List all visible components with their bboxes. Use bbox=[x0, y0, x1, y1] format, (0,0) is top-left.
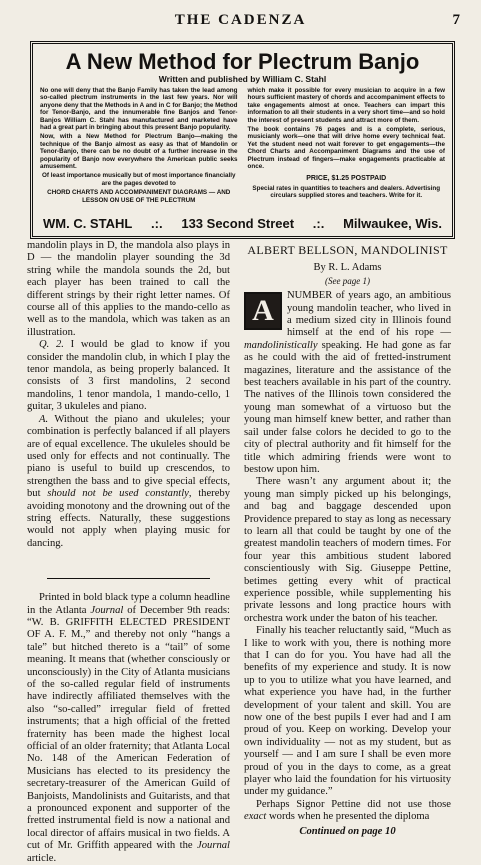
answer-text: Without the piano and ukuleles; your combination is perfectly balanced if all players are of equal excellence. The ukuleles should be used only for effects and not continually. The piano is useful to build up crescendos, to strengthen the bass and to give special effects, but bbox=[27, 413, 230, 500]
article-title: ALBERT BELLSON, MANDOLINIST bbox=[247, 243, 448, 257]
article-byline: By R. L. Adams bbox=[313, 262, 382, 274]
ad-city: Milwaukee, Wis. bbox=[343, 215, 442, 231]
question-paragraph bbox=[27, 339, 230, 413]
article-paragraph bbox=[244, 799, 451, 824]
question-label: Q. 2. bbox=[39, 339, 64, 351]
ad-paragraph: Of least importance musically but of most importance financially are the pages devoted to bbox=[41, 172, 236, 187]
article-text: Perhaps Signor Pettine did not use those bbox=[256, 798, 451, 810]
ad-paragraph: The book contains 76 pages and is a complete, serious, musicianly work—one that will drive home every technical feat. Yet the student need not wait forever to get engagements—the Chord Charts and Accompaniment Diagrams and the use of Plectrum instead of fingers—make engagements practicable at once. bbox=[247, 126, 445, 171]
ad-right-column bbox=[248, 87, 446, 206]
question-text: I would be glad to know if you consider the mandolin club, in which I play the tenor mandola, as being properly balanced. It consists of 3 first mandolins, 2 second mandolins, 1 tenor mandola, 1 mando-cello, 1 guitar, 3 ukuleles and piano. bbox=[27, 339, 230, 413]
article-paragraph: There wasn’t any argument about it; the young man simply picked up his belongings, and bag and baggage descended upon Providence prepared to stay as long as necessary to learn all that could be taught by one of the greatest mandolin teachers of modern times. For four year this ambitious student labored conscientiously with Sig. Giuseppe Pettine, betimes getting every whit of practical experience possible, while supplementing his private lessons and long practice hours with orchestra work under the baton of his teacher. bbox=[244, 476, 451, 624]
answer-text: , thereby avoiding monotony and the drowning out of the string effects. Naturally, these suggestions would not apply when playing music for dancing. bbox=[27, 488, 230, 549]
griffith-text: of December 9th reads: “W. B. GRIFFITH ELECTED PRESIDENT OF A. F. M.,” and thereby not only “hangs a tale” but hitched thereto is a “tail” of some meaning. It means that (whether consciously or unconsciously) in the City of Atlanta musicians of the so-called regular field of instruments have indirectly affiliated themselves with the also “so-called” irregular field of fretted instruments; that a high official of the fretted fraternity has been made the highest local official of an older fraternity; that Atlanta Local No. 148 of the American Federation of Musicians has elected to its presidency the secretary-treasurer of the American Guild of Banjoists, Mandolinists and Guitarists, and that a pronounced exponent and supporter of the fretted instrumental field is now a national and local director of affairs musical in two fields. A cut of Mr. Griffith appeared with the bbox=[27, 604, 230, 852]
ad-left-column bbox=[40, 87, 238, 206]
ad-separator: .:. bbox=[312, 215, 325, 231]
ad-paragraph: No one will deny that the Banjo Family has taken the lead among so-called plectrum instruments in the last few years. Nor will anyone deny that the Methods in A and in C for Banjo; the Method for Tenor-Banjo, and the innumerable fine Banjos and Tenor-Banjos William C. Stahl has manufactured and marketed have had a great part in bringing about this present Banjo popularity. bbox=[40, 87, 238, 132]
griffith-paragraph bbox=[27, 592, 230, 865]
page-number: 7 bbox=[452, 12, 460, 28]
griffith-text: Printed in bold black type a column headline in the Atlanta bbox=[27, 592, 230, 616]
ad-price: PRICE, $1.25 POSTPAID bbox=[306, 175, 387, 183]
article-emphasis: mandolinistically bbox=[244, 339, 318, 351]
page-header bbox=[0, 12, 481, 34]
ad-paragraph: which make it possible for every musician to acquire in a few hours sufficient mastery of chords and accompaniment effects to take engagements almost at once. Teachers can impart this information to all their students in a very short time—and so hold the interest of present students and attract more of them. bbox=[247, 87, 445, 124]
ad-subtitle: Written and published by William C. Stahl bbox=[158, 74, 327, 84]
ad-special-rates: Special rates in quantities to teachers and dealers. Advertising circulars supplied stores and teachers. Write for it. bbox=[252, 184, 441, 200]
ad-paragraph: Now, with a New Method for Plectrum Banjo—making the technique of the Banjo almost as easy as that of Mandolin or Tenor-Banjo, there can be no doubt of a further increase in the popularity of Banjo now everywhere the American public seeks amusement. bbox=[40, 133, 238, 171]
see-page-note: (See page 1) bbox=[325, 275, 370, 286]
article-emphasis: exact bbox=[244, 811, 267, 823]
banjo-method-advertisement bbox=[30, 41, 455, 239]
left-column bbox=[27, 240, 230, 865]
ad-publisher-name: WM. C. STAHL bbox=[43, 215, 133, 231]
ad-separator: .:. bbox=[151, 215, 163, 231]
ad-footer bbox=[43, 213, 442, 233]
article-text: NUMBER of years ago, an ambitious young mandolin teacher, who lived in a medium sized city in Illinois found himself at the end of his rope — bbox=[287, 290, 451, 339]
journal-name: Journal bbox=[90, 604, 124, 616]
answer-emphasis: should not be used constantly bbox=[47, 488, 189, 500]
magazine-title: THE CADENZA bbox=[174, 12, 307, 28]
article-text: words when he presented the diploma bbox=[266, 811, 430, 823]
right-column bbox=[244, 240, 451, 838]
article-text: speaking. He had gone as far as he could with the aid of fretted-instrument magazines, literature and the assistance of the best teachers available in his part of the country. The natives of the Illinois town considered the young man somewhat of a virtuoso but the young man himself knew better, and rather than sail under false colors he decided to go to the city of plectral authority and fit himself for the title which admiring friends were wont to bestow upon him. bbox=[244, 339, 451, 475]
continued-paragraph: mandolin plays in D, the mandola also plays in D — the mandolin player sounding the 3d string while the mandola sounds the 2d, but each player has been trained to call the different strings by their right letter names. Of course all of this applies to the mando-cello as well as to the mandola, which was taken as an illustration. bbox=[27, 240, 230, 338]
continued-note: Continued on page 10 bbox=[299, 825, 396, 837]
griffith-text: article. bbox=[27, 852, 57, 864]
ad-chord-charts-line: CHORD CHARTS AND ACCOMPANIMENT DIAGRAMS — AND LESSON ON USE OF THE PLECTRUM bbox=[47, 189, 231, 204]
article-paragraph bbox=[244, 290, 451, 476]
article-paragraph: Finally his teacher reluctantly said, “Much as I like to work with you, there is nothing more that I can do for you. You have had all the benefits of my experience and study. It is now up to you to utilize what you have learned, and what experience you have had, in the further development of your talent and skill. You are now one of the best pupils I ever had and I am proud of you. Keep on working. Develop your own individuality — not as my student, but as yourself — and I am sure I shall be even more proud of you in the days to come, as a great player who laid the foundation for his virtuosity under my guidance.” bbox=[244, 625, 451, 798]
ad-title: A New Method for Plectrum Banjo bbox=[65, 49, 420, 74]
answer-paragraph bbox=[27, 414, 230, 550]
ad-address: 133 Second Street bbox=[181, 215, 295, 231]
drop-cap: A bbox=[244, 292, 282, 330]
answer-label: A. bbox=[39, 413, 49, 425]
journal-name: Journal bbox=[197, 840, 230, 852]
section-divider bbox=[47, 578, 210, 579]
